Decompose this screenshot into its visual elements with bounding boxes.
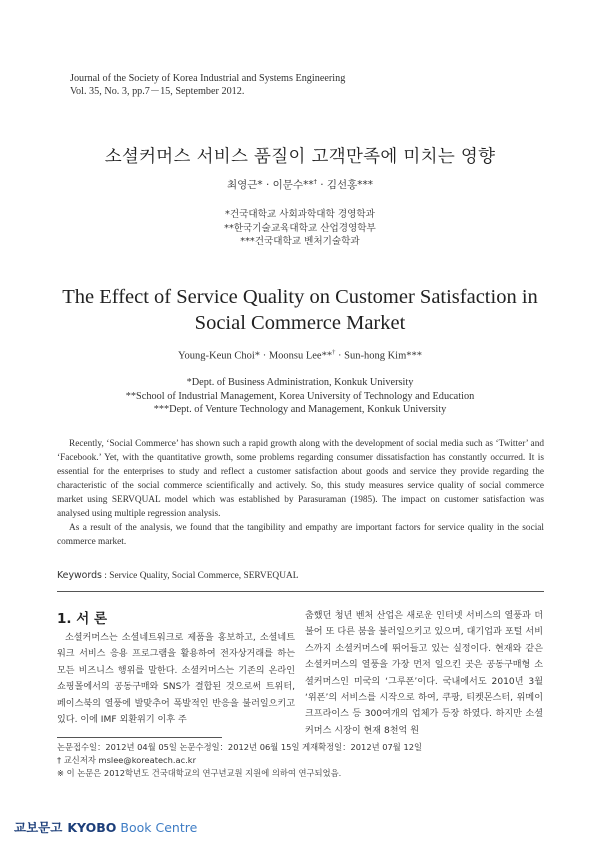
footnote-corresponding: † 교신저자 mslee@koreatech.ac.kr [57,755,197,766]
english-authors [0,349,600,362]
keywords-separator: : [101,571,110,581]
body-column-right: 춤했던 청년 벤처 산업은 새로운 인터넷 서비스의 열풍과 더불어 또 다른 붐을 불러일으키고 있으며, 대기업과 포털 서비스까지 소셜커머스에 뛰어들고 있는 실정이다. 현재와 같은 소셜커머스의 열풍을 가장 먼저 일으킨 곳은 공동구매형 소셜커머스인 미국의 ‘그루폰’이다. 국내에서도 2010년 3월 ‘위폰’의 서비스를 시작으로 하여, 쿠팡, 티켓몬스터, 위메이크프라이스 등 300여개의 업체가 등장 하였다. 하지만 소셜커머스 시장이 현재 8천억 원 [305,611,543,736]
korean-affiliation: **한국기술교육대학교 산업경영학부 [224,222,376,234]
journal-volume: Vol. 35, No. 3, pp.7－15, September 2012. [70,86,245,97]
author-separator: · [337,350,342,362]
korean-authors [0,177,600,192]
korean-affiliations [0,208,600,249]
journal-header [70,72,345,98]
footnote-funding: ※ 이 논문은 2012학년도 건국대학교의 연구년교원 지원에 의하여 연구되었음. [57,768,342,779]
english-author-1: Young-Keun Choi* [177,350,261,362]
corresponding-mark: † [332,349,336,356]
section-divider [57,591,544,592]
english-affiliation: **School of Industrial Management, Korea University of Technology and Education [125,390,475,402]
publisher-watermark [14,818,197,836]
corresponding-mark: † [313,177,317,186]
brand-subtitle: Book Centre [120,820,198,835]
footnotes [57,741,422,781]
author-separator: · [265,179,270,191]
korean-author-3: 김선홍*** [326,179,374,191]
abstract [57,437,544,549]
english-title-line: The Effect of Service Quality on Customer Satisfaction in [62,286,538,308]
korean-author-2: 이문수** [272,179,314,191]
english-affiliations [0,376,600,417]
keywords-label: Keywords [57,570,102,581]
korean-title: 소셜커머스 서비스 품질이 고객만족에 미치는 영향 [104,147,496,167]
body-column-left: 소셜커머스는 소셜네트워크로 제품을 홍보하고, 소셜네트워크 서비스 응용 프로그램을 활용하여 전자상거래를 하는 모든 비즈니스 행위를 말한다. 소셜커머스는 기존의 온라인 쇼핑몰에서의 공동구매와 SNS가 결합된 것으로써 트위터, 페이스북의 열풍에 발맞추어 폭발적인 반응을 불러일으키고 있다. 이에 IMF 외환위기 이후 주 [57,633,295,726]
section-heading: 1. 서 론 [57,611,108,627]
english-title-line: Social Commerce Market [194,312,406,334]
brand-english: KYOBO [67,820,117,835]
keywords-text: Service Quality, Social Commerce, SERVEQUAL [109,571,299,581]
abstract-paragraph: As a result of the analysis, we found that the tangibility and empathy are important factors for service quality in the social commerce market. [57,523,544,547]
english-author-3: Sun-hong Kim*** [344,350,422,362]
english-affiliation: *Dept. of Business Administration, Konkuk University [186,377,414,388]
brand-korean: 교보문고 [14,820,63,835]
keywords [57,570,298,581]
abstract-paragraph: Recently, ‘Social Commerce’ has shown such a rapid growth along with the development of social media such as ‘Twitter’ and ‘Facebook.’ Yet, with the quantitative growth, some problems regarding consumer dissatisfaction has constantly occurred. It is essential for the enterprises to study and reflect a customer satisfaction about goods and service they provide regarding the characteristic of the social commerce scientifically and actively. So, this study measures service quality of social commerce market using SERVQUAL model which was established by Parasuraman (1985). The impact on customer satisfaction was analysed using multiple regression analysis. [57,439,544,519]
english-title [0,284,600,336]
journal-name: Journal of the Society of Korea Industrial and Systems Engineering [70,73,346,84]
author-separator: · [262,350,267,362]
footnote-divider [57,737,222,738]
english-author-2: Moonsu Lee** [268,350,333,362]
footnote-dates: 논문접수일：2012년 04월 05일 논문수정일：2012년 06월 15일 게재확정일：2012년 07월 12일 [57,742,423,752]
korean-author-1: 최영근* [226,179,263,191]
author-separator: · [320,179,324,191]
korean-affiliation: *건국대학교 사회과학대학 경영학과 [225,209,375,220]
english-affiliation: ***Dept. of Venture Technology and Management, Konkuk University [153,404,447,415]
korean-affiliation: ***건국대학교 벤처기술학과 [240,236,360,247]
